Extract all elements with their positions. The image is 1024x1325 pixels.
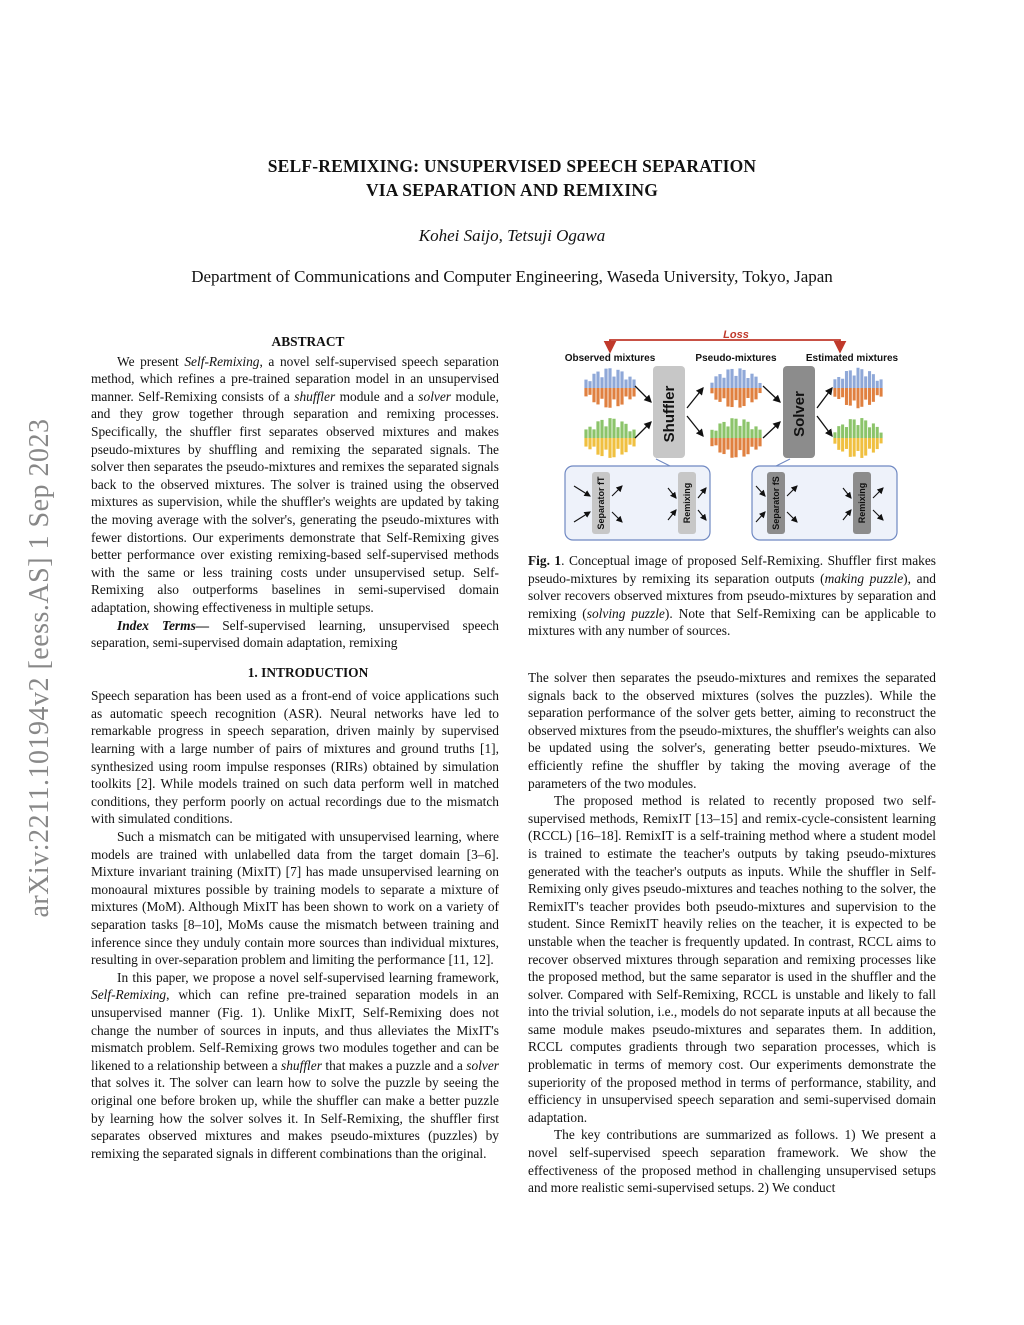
- wave-bar: [608, 438, 611, 458]
- wave-bar: [758, 430, 761, 438]
- wave-bar: [754, 388, 757, 399]
- solver-label: Solver: [791, 391, 808, 437]
- wave-bar: [742, 438, 745, 457]
- wave-bar: [620, 438, 623, 455]
- right-column: [528, 669, 936, 1197]
- pseudo-mixture-1-waveform: [710, 368, 761, 407]
- wave-bar: [860, 369, 863, 388]
- wave-bar: [628, 377, 631, 388]
- wave-bar: [718, 388, 721, 402]
- wave-bar: [754, 426, 757, 438]
- wave-bar: [750, 438, 753, 447]
- wave-bar: [738, 368, 741, 388]
- wave-bar: [612, 419, 615, 438]
- abstract-heading: ABSTRACT: [271, 334, 345, 349]
- wave-bar: [710, 388, 713, 393]
- wave-bar: [754, 438, 757, 450]
- wave-bar: [710, 430, 713, 438]
- wave-bar: [726, 388, 729, 407]
- wave-bar: [868, 427, 871, 438]
- wave-bar: [592, 374, 595, 388]
- wave-bar: [872, 438, 875, 453]
- wave-bar: [612, 388, 615, 399]
- wave-bar: [837, 388, 840, 399]
- abstract-paragraph: We present Self-Remixing, a novel self-supervised speech separation method, which refines a pre-trained separation model in an unsupervised manner. Self-Remixing consists of a shuffler module and a solver module, and they grow together through separation and remixing processes. Specifically, the shuffler first separates observed mixtures and makes pseudo-mixtures by shuffling and remixing the separated signals. The solver then separates the pseudo-mixtures and remixes the separated signals back to the observed mixtures. The solver is trained using the observed mixtures as supervision, while the shuffler's weights are updated by taking the moving average with the solver's, generating the pseudo-mixtures with fewer distortions. Our experiments demonstrate that Self-Remixing gives better performance over existing remixing-based self-supervised methods with the same or less training costs under unsupervised setup. Self-Remixing also outperforms baselines in semi-supervised domain adaptation, showing effectiveness in multiple setups.: [91, 353, 499, 615]
- wave-bar: [864, 438, 867, 456]
- observed-mixtures-label: Observed mixtures: [564, 353, 656, 364]
- wave-bar: [600, 377, 603, 388]
- wave-bar: [853, 376, 856, 388]
- estimated-mixture-2-waveform: [833, 418, 882, 458]
- shuffler-separator-label: Separator fT: [596, 476, 606, 530]
- wave-bar: [628, 438, 631, 445]
- authors: Kohei Saijo, Tetsuji Ogawa: [418, 226, 606, 245]
- wave-bar: [596, 421, 599, 438]
- wave-bar: [837, 438, 840, 450]
- wave-bar: [584, 388, 587, 396]
- left-column: [91, 333, 499, 1162]
- wave-bar: [616, 388, 619, 406]
- wave-bar: [758, 388, 761, 393]
- wave-bar: [750, 388, 753, 402]
- wave-bar: [710, 438, 713, 446]
- wave-bar: [754, 377, 757, 388]
- wave-bar: [746, 378, 749, 388]
- wave-bar: [876, 388, 879, 395]
- wave-bar: [592, 429, 595, 438]
- wave-bar: [856, 425, 859, 438]
- wave-bar: [849, 388, 852, 406]
- wave-bar: [758, 383, 761, 388]
- wave-bar: [849, 419, 852, 438]
- wave-bar: [584, 438, 587, 447]
- wave-bar: [624, 438, 627, 452]
- wave-bar: [860, 388, 863, 407]
- wave-bar: [714, 376, 717, 388]
- wave-bar: [710, 383, 713, 388]
- arxiv-side-stamp: arXiv:2211.10194v2 [eess.AS] 1 Sep 2023: [24, 418, 55, 918]
- index-terms: Index Terms— Self-supervised learning, unsupervised speech separation, semi-supervised domain adaptation, remixing: [91, 617, 499, 651]
- intro-paragraph-2: Such a mismatch can be mitigated with unsupervised learning, where models are trained with unlabelled data from the target domain [3–6]. Mixture invariant training (MixIT) [7] has made unsupervised learning on monoaural mixtures possible by training models to separate a mixture of mixtures (MoM). Although MixIT has been shown to work on a variety of separation tasks [8–10], MoMs cause the mismatch between training and inference since they unduly contain more sources than individual mixtures, resulting in over-separation problem and limiting the performance [11, 12].: [91, 829, 499, 968]
- wave-bar: [726, 369, 729, 388]
- wave-bar: [604, 388, 607, 407]
- shuffler-remixing-label: Remixing: [682, 482, 692, 524]
- right-paragraph-1: The solver then separates the pseudo-mixtures and remixes the separated signals back to the observed mixtures (solves the puzzles). While the separation performance of the solver gets better, aiming to reconstruct the observed mixtures from the pseudo-mixtures, the shuffler's weights can also be updated using the solver's, generating better pseudo-mixtures. We efficiently refine the shuffler by taking the moving average of the parameters of the two modules.: [528, 670, 936, 791]
- shuffler-detail-box: [565, 459, 710, 540]
- wave-bar: [841, 388, 844, 397]
- wave-bar: [624, 388, 627, 396]
- wave-bar: [628, 431, 631, 438]
- wave-bar: [624, 380, 627, 388]
- wave-bar: [758, 438, 761, 446]
- wave-bar: [730, 418, 733, 438]
- wave-bar: [600, 438, 603, 456]
- intro-paragraph-1: Speech separation has been used as a front-end of voice applications such as automatic speech recognition (ASR). Neural networks have led to remarkable progress in speech separation, driven mainly by supervised learning with a large number of pairs of mixtures and ground truths [1], synthesized using room impulse responses (RIRs) obtained by simulation toolkits [2]. While models trained on such data perform well in matched conditions, they perform poorly on actual recordings due to the mismatch with simulated conditions.: [91, 688, 499, 827]
- figure-1-caption: Fig. 1. Conceptual image of proposed Self-Remixing. Shuffler first makes pseudo-mixtures by remixing its separation outputs (making puzzle), and solver recovers observed mixtures from pseudo-mixtures by separation and remixing (solving puzzle). Note that Self-Remixing can be applicable to mixtures with any number of sources.: [528, 553, 936, 639]
- wave-bar: [722, 388, 725, 398]
- wave-bar: [734, 438, 737, 457]
- wave-bar: [612, 377, 615, 388]
- right-paragraph-2: The proposed method is related to recently proposed two self-supervised methods, RemixIT [13–15] and remix-cycle-consistent learning (RCCL) [16–18]. RemixIT is a self-training method where a student model is trained to estimate the teacher's outputs by taking pseudo-mixtures generated with the teacher's outputs as inputs. While the shuffler in Self-Remixing only gives pseudo-mixtures and teaches nothing to the solver, the RemixIT's teacher provides both pseudo-mixtures and supervision to the student. Since RemixIT heavily relies on the teacher, it is expected to be unstable when the teacher is frequently updated. In contrast, RCCL aims to recover observed mixtures through separation and remixing processes like the proposed method, but the same separator is used in the shuffler and the solver. Compared with Self-Remixing, RCCL is unstable and likely to fall into the trivial solution, i.e., models do not separate inputs at all because the same module makes pseudo-mixtures and separates them. In addition, RCCL computes gradients through two separation processes, which is problematic in terms of memory cost. Our experiments demonstrate the superiority of the proposed method in terms of performance, stability, and efficiency in unsupervised speech separation and semi-supervised domain adaptation.: [528, 793, 936, 1125]
- wave-bar: [584, 380, 587, 388]
- wave-bar: [876, 381, 879, 388]
- wave-bar: [714, 388, 717, 400]
- wave-bar: [880, 388, 883, 397]
- wave-bar: [722, 422, 725, 438]
- wave-bar: [620, 388, 623, 405]
- wave-bar: [726, 426, 729, 438]
- wave-bar: [864, 376, 867, 388]
- wave-bar: [853, 438, 856, 457]
- wave-bar: [620, 421, 623, 438]
- wave-bar: [632, 430, 635, 438]
- wave-bar: [833, 432, 836, 438]
- wave-bar: [880, 433, 883, 438]
- wave-bar: [722, 438, 725, 454]
- wave-bar: [856, 438, 859, 451]
- estimated-mixture-1-waveform: [833, 368, 882, 408]
- wave-bar: [845, 388, 848, 405]
- wave-bar: [864, 388, 867, 400]
- wave-bar: [860, 438, 863, 458]
- wave-bar: [616, 438, 619, 449]
- wave-bar: [833, 438, 836, 444]
- wave-bar: [876, 427, 879, 438]
- wave-bar: [730, 369, 733, 388]
- wave-bar: [738, 426, 741, 438]
- wave-bar: [872, 374, 875, 388]
- wave-bar: [746, 422, 749, 438]
- wave-bar: [604, 369, 607, 388]
- wave-bar: [845, 427, 848, 438]
- wave-bar: [632, 388, 635, 397]
- wave-bar: [841, 379, 844, 388]
- wave-bar: [734, 388, 737, 400]
- solver-separator-label: Separator fS: [771, 476, 781, 530]
- wave-bar: [600, 420, 603, 438]
- wave-bar: [880, 438, 883, 443]
- wave-bar: [718, 438, 721, 453]
- estimated-mixtures-label: Estimated mixtures: [805, 353, 899, 364]
- wave-bar: [872, 423, 875, 438]
- wave-bar: [837, 426, 840, 438]
- wave-bar: [616, 427, 619, 438]
- introduction-heading: 1. INTRODUCTION: [247, 664, 369, 680]
- wave-bar: [726, 438, 729, 450]
- wave-bar: [730, 388, 733, 407]
- wave-bar: [833, 379, 836, 388]
- wave-bar: [604, 426, 607, 438]
- paper-title-line-1: SELF-REMIXING: UNSUPERVISED SPEECH SEPARATION: [267, 156, 757, 176]
- wave-bar: [596, 438, 599, 455]
- wave-bar: [600, 388, 603, 399]
- wave-bar: [584, 429, 587, 438]
- wave-bar: [604, 438, 607, 450]
- wave-bar: [845, 371, 848, 388]
- wave-bar: [853, 388, 856, 400]
- wave-bar: [750, 429, 753, 438]
- solver-detail-box: [752, 459, 897, 540]
- wave-bar: [880, 379, 883, 388]
- loss-label: Loss: [723, 329, 749, 341]
- wave-bar: [596, 388, 599, 404]
- solver-remixing-label: Remixing: [857, 482, 867, 524]
- wave-bar: [738, 438, 741, 450]
- loss-arrow: [610, 340, 840, 350]
- wave-bar: [592, 438, 595, 447]
- wave-bar: [742, 388, 745, 406]
- wave-bar: [624, 424, 627, 438]
- pseudo-mixture-2-waveform: [710, 418, 761, 458]
- wave-bar: [849, 438, 852, 457]
- wave-bar: [608, 368, 611, 388]
- wave-bar: [876, 438, 879, 449]
- wave-bar: [718, 423, 721, 438]
- wave-bar: [868, 438, 871, 449]
- paper-title-line-2: VIA SEPARATION AND REMIXING: [365, 180, 659, 200]
- wave-bar: [588, 427, 591, 438]
- wave-bar: [833, 388, 836, 397]
- wave-bar: [588, 438, 591, 449]
- wave-bar: [849, 370, 852, 388]
- wave-bar: [730, 438, 733, 458]
- wave-bar: [872, 388, 875, 402]
- observed-mixture-2-waveform: [584, 418, 635, 458]
- wave-bar: [718, 374, 721, 388]
- wave-bar: [714, 431, 717, 438]
- right-paragraph-3: The key contributions are summarized as follows. 1) We present a novel self-supervised speech separation framework. We show the effectiveness of the proposed method in challenging unsupervised setups and more realistic semi-supervised setups. 2) We conduct: [528, 1127, 936, 1196]
- wave-bar: [860, 418, 863, 438]
- observed-mixture-1-waveform: [584, 368, 635, 407]
- figure-1-diagram: [560, 326, 900, 542]
- wave-bar: [612, 438, 615, 457]
- wave-bar: [746, 438, 749, 454]
- wave-bar: [750, 374, 753, 388]
- wave-bar: [588, 388, 591, 395]
- wave-bar: [845, 438, 848, 449]
- wave-bar: [853, 419, 856, 438]
- wave-bar: [734, 376, 737, 388]
- wave-bar: [734, 419, 737, 438]
- affiliation: Department of Communications and Computer Engineering, Waseda University, Tokyo, Japan: [191, 267, 833, 286]
- wave-bar: [588, 381, 591, 388]
- wave-bar: [837, 377, 840, 388]
- wave-bar: [596, 372, 599, 388]
- wave-bar: [722, 378, 725, 388]
- wave-bar: [620, 371, 623, 388]
- wave-bar: [856, 388, 859, 408]
- wave-bar: [608, 388, 611, 408]
- wave-bar: [856, 368, 859, 388]
- wave-bar: [632, 438, 635, 446]
- wave-bar: [841, 424, 844, 438]
- wave-bar: [616, 370, 619, 388]
- wave-bar: [738, 388, 741, 408]
- wave-bar: [592, 388, 595, 402]
- wave-bar: [868, 388, 871, 405]
- wave-bar: [841, 438, 844, 452]
- shuffler-label: Shuffler: [661, 385, 678, 443]
- wave-bar: [746, 388, 749, 398]
- intro-paragraph-3: In this paper, we propose a novel self-supervised learning framework, Self-Remixing, which can refine pre-trained separation models in an unsupervised manner (Fig. 1). Unlike MixIT, Self-Remixing does not change the number of sources in inputs, and thus alleviates the MixIT's mismatch problem. Self-Remixing grows two modules together and can be likened to a relationship between a shuffler that makes a puzzle and a solver that solves it. The solver can learn how to solve the puzzle by seeing the original one before broken up, while the shuffler can make a better puzzle by learning how the solver solves it. In Self-Remixing, the shuffler first separates observed mixtures and makes pseudo-mixtures (puzzles) by remixing the separated signals in different combinations than the original.: [91, 969, 499, 1161]
- wave-bar: [864, 420, 867, 438]
- wave-bar: [868, 371, 871, 388]
- wave-bar: [628, 388, 631, 399]
- wave-bar: [742, 419, 745, 438]
- wave-bar: [714, 438, 717, 445]
- wave-bar: [608, 418, 611, 438]
- wave-bar: [742, 370, 745, 388]
- pseudo-mixtures-label: Pseudo-mixtures: [695, 353, 777, 364]
